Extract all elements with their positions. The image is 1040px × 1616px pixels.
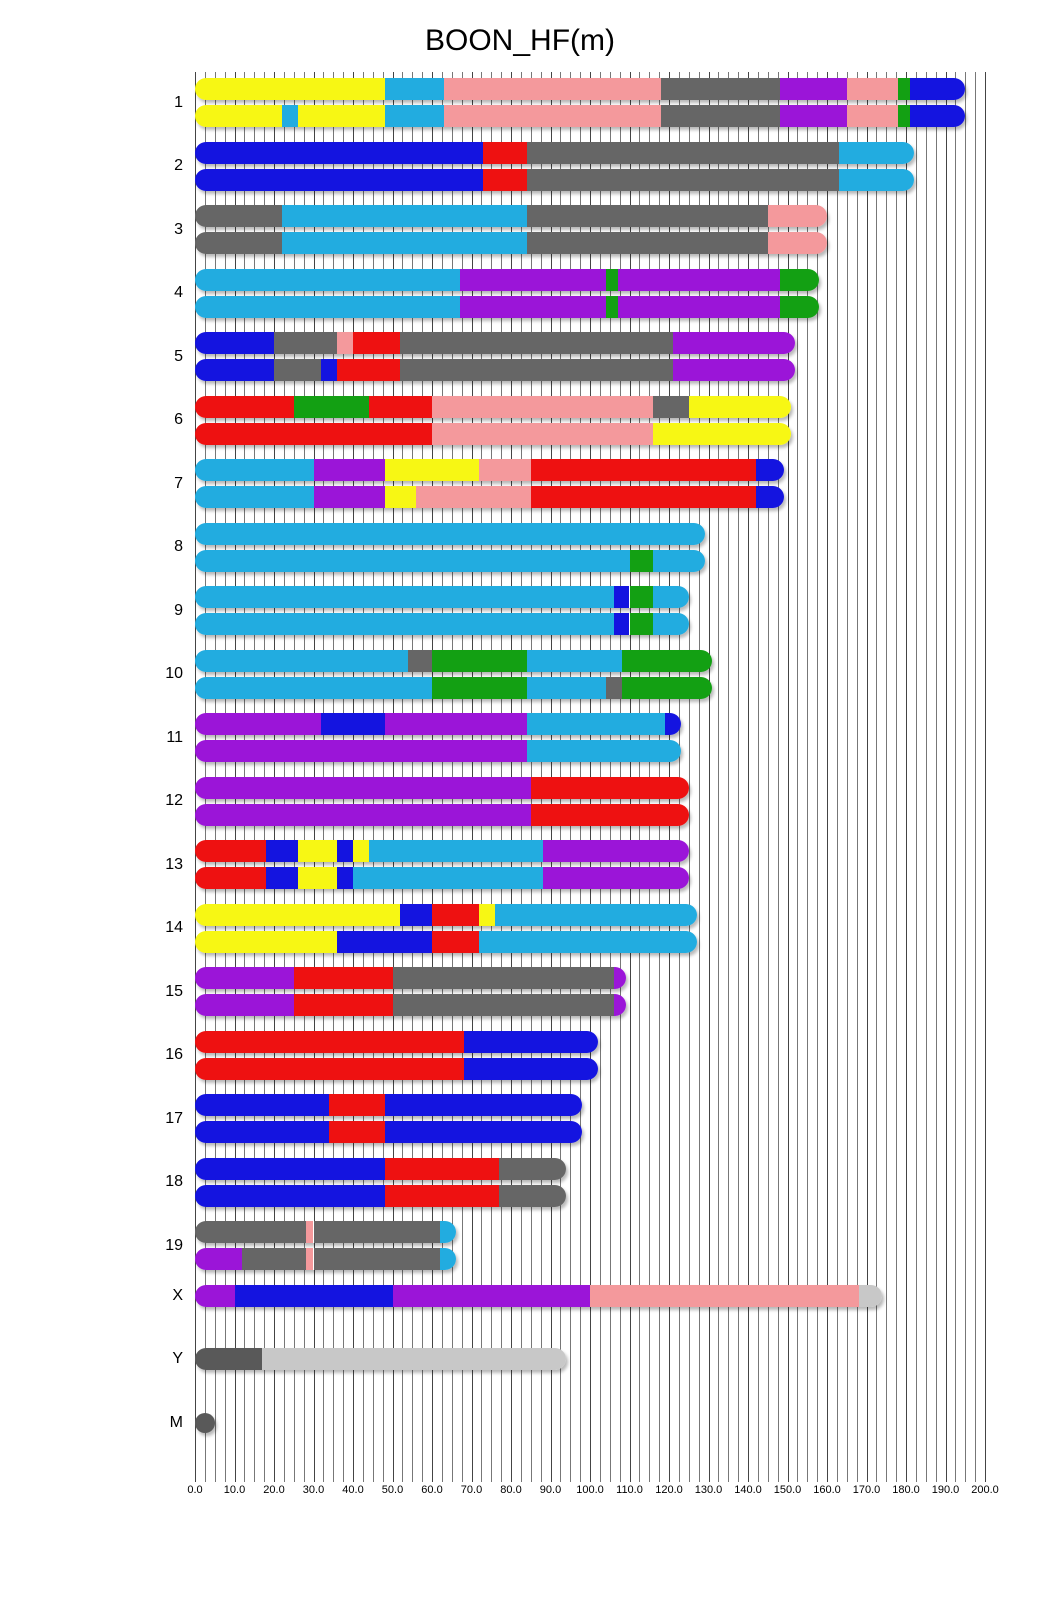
chromosome-bar-8-hap2[interactable] <box>195 550 705 572</box>
chromosome-segment <box>242 1248 305 1270</box>
chromosome-segment <box>385 1158 500 1180</box>
chromosome-segment <box>543 840 689 862</box>
chromosome-segment <box>483 142 526 164</box>
chromosome-segment <box>780 296 820 318</box>
chromosome-segment <box>195 994 294 1016</box>
chromosome-segment <box>432 904 479 926</box>
chromosome-segment <box>393 1285 591 1307</box>
axis-tick-label: 160.0 <box>813 1484 841 1496</box>
chromosome-segment <box>195 332 274 354</box>
chromosome-bar-4-hap1[interactable] <box>195 269 819 291</box>
chromosome-bar-16-hap2[interactable] <box>195 1058 598 1080</box>
chromosome-segment <box>337 840 353 862</box>
chromosome-segment <box>195 586 614 608</box>
axis-tick-label: 40.0 <box>342 1484 364 1496</box>
chromosome-segment <box>195 1121 329 1143</box>
chromosome-segment <box>495 904 696 926</box>
chromosome-label-6: 6 <box>174 411 183 428</box>
chromosome-segment <box>499 1158 566 1180</box>
chromosome-segment <box>444 78 661 100</box>
chromosome-segment <box>630 550 654 572</box>
chromosome-segment <box>385 486 417 508</box>
chromosome-segment <box>847 78 898 100</box>
chromosome-segment <box>543 867 689 889</box>
chromosome-bar-7-hap2[interactable] <box>195 486 784 508</box>
chromosome-segment <box>195 269 460 291</box>
chromosome-segment <box>689 396 792 418</box>
chromosome-segment <box>195 105 282 127</box>
chromosome-label-13: 13 <box>165 855 183 873</box>
chromosome-label-12: 12 <box>165 792 183 809</box>
axis-tick-label: 120.0 <box>655 1484 683 1496</box>
chromosome-bar-3-hap1[interactable] <box>195 205 827 227</box>
chromosome-segment <box>464 1031 598 1053</box>
chromosome-bar-15-hap1[interactable] <box>195 967 626 989</box>
chromosome-bar-5-hap2[interactable] <box>195 359 795 381</box>
chromosome-segment <box>527 232 768 254</box>
chromosome-bar-Y-hap1[interactable] <box>195 1348 566 1370</box>
axis-tick-label: 200.0 <box>971 1484 999 1496</box>
chromosome-segment <box>653 586 689 608</box>
chromosome-segment <box>780 78 847 100</box>
chromosome-segment <box>195 1248 242 1270</box>
chromosome-label-7: 7 <box>174 474 183 492</box>
chromosome-segment <box>531 459 756 481</box>
axis-tick-label: 190.0 <box>931 1484 960 1496</box>
chromosome-label-11: 11 <box>166 728 183 746</box>
chromosome-segment <box>780 269 820 291</box>
chromosome-segment <box>460 269 606 291</box>
chromosome-label-X: X <box>172 1286 183 1304</box>
chromosome-segment <box>195 713 321 735</box>
axis-tick-label: 180.0 <box>892 1484 920 1496</box>
chromosome-segment <box>369 840 543 862</box>
chromosome-bar-6-hap2[interactable] <box>195 423 791 445</box>
chromosome-segment <box>408 650 432 672</box>
chromosome-segment <box>661 78 780 100</box>
chromosome-segment <box>432 423 653 445</box>
chromosome-segment <box>195 967 294 989</box>
chromosome-label-2: 2 <box>174 157 183 174</box>
chromosome-segment <box>531 804 689 826</box>
chromosome-segment <box>195 78 219 100</box>
chromosome-segment <box>306 1221 314 1243</box>
chromosome-segment <box>527 169 839 191</box>
chromosome-segment <box>385 713 527 735</box>
chromosome-bar-2-hap2[interactable] <box>195 169 914 191</box>
chromosome-label-3: 3 <box>174 220 183 238</box>
chromosome-segment <box>195 396 294 418</box>
chromosome-label-19: 19 <box>165 1236 183 1254</box>
chromosome-segment <box>282 232 527 254</box>
chromosome-segment <box>337 867 353 889</box>
chromosome-segment <box>460 296 606 318</box>
gridline <box>876 72 877 1482</box>
chromosome-label-15: 15 <box>165 982 183 1000</box>
chromosome-segment <box>282 105 298 127</box>
chromosome-segment <box>235 1285 393 1307</box>
chromosome-segment <box>499 1185 566 1207</box>
chromosome-segment <box>483 169 526 191</box>
chromosome-label-1: 1 <box>174 93 183 111</box>
chromosome-label-Y: Y <box>172 1350 183 1367</box>
chromosome-segment <box>195 205 282 227</box>
chromosome-segment <box>314 486 385 508</box>
axis-tick-label: 0.0 <box>187 1484 203 1496</box>
chromosome-segment <box>353 867 543 889</box>
chromosome-segment <box>385 459 480 481</box>
gridline <box>985 72 986 1482</box>
chromosome-segment <box>527 650 622 672</box>
chromosome-segment <box>661 105 780 127</box>
chromosome-segment <box>416 486 531 508</box>
chromosome-bar-14-hap1[interactable] <box>195 904 697 926</box>
chromosome-bar-2-hap1[interactable] <box>195 142 914 164</box>
chromosome-segment <box>314 459 385 481</box>
chromosome-segment <box>527 713 665 735</box>
chromosome-segment <box>432 396 653 418</box>
chromosome-segment <box>385 1185 500 1207</box>
chromosome-segment <box>337 359 400 381</box>
chromosome-segment <box>274 332 337 354</box>
chromosome-segment <box>262 1348 566 1370</box>
chromosome-label-8: 8 <box>174 538 183 555</box>
chromosome-segment <box>294 396 369 418</box>
chromosome-segment <box>195 740 527 762</box>
chromosome-label-4: 4 <box>174 284 183 301</box>
chromosome-segment <box>527 142 839 164</box>
chromosome-segment <box>614 586 630 608</box>
chromosome-segment <box>898 78 910 100</box>
chromosome-segment <box>630 613 654 635</box>
gridline <box>926 72 927 1482</box>
chromosome-bar-13-hap1[interactable] <box>195 840 689 862</box>
axis-tick-label: 170.0 <box>852 1484 881 1496</box>
chromosome-bar-13-hap2[interactable] <box>195 867 689 889</box>
axis-tick-label: 10.0 <box>223 1484 246 1496</box>
chromosome-bar-7-hap1[interactable] <box>195 459 784 481</box>
chromosome-segment <box>630 586 654 608</box>
chromosome-label-14: 14 <box>165 919 183 936</box>
chromosome-segment <box>440 1248 456 1270</box>
chromosome-segment <box>665 713 681 735</box>
chromosome-segment <box>756 486 784 508</box>
chromosome-bar-10-hap2[interactable] <box>195 677 712 699</box>
gridline <box>906 72 907 1482</box>
chromosome-segment <box>195 1094 329 1116</box>
chromosome-segment <box>847 105 898 127</box>
chromosome-bar-14-hap2[interactable] <box>195 931 697 953</box>
x-axis <box>187 1482 999 1522</box>
chromosome-bar-M[interactable] <box>195 1413 215 1433</box>
chromosome-bar-3-hap2[interactable] <box>195 232 827 254</box>
axis-tick-label: 130.0 <box>694 1484 723 1496</box>
chromosome-segment <box>369 396 432 418</box>
chromosome-segment <box>195 867 266 889</box>
gridline <box>975 72 976 1482</box>
chromosome-segment <box>590 1285 859 1307</box>
chromosome-segment <box>839 169 914 191</box>
chromosome-segment <box>195 1031 464 1053</box>
gridline <box>936 72 937 1482</box>
chromosome-segment <box>531 486 756 508</box>
chromosome-segment <box>353 840 369 862</box>
chromosome-segment <box>274 359 321 381</box>
chromosome-segment <box>294 994 393 1016</box>
chromosome-segment <box>479 904 495 926</box>
chromosome-segment <box>195 1058 464 1080</box>
chromosome-segment <box>195 904 400 926</box>
chromosome-bar-12-hap1[interactable] <box>195 777 689 799</box>
chromosome-segment <box>282 205 527 227</box>
axis-tick-label: 70.0 <box>460 1484 483 1496</box>
chromosome-segment <box>780 105 847 127</box>
chromosome-bar-4-hap2[interactable] <box>195 296 819 318</box>
chromosome-label-5: 5 <box>174 347 183 365</box>
chromosome-segment <box>195 1158 385 1180</box>
chromosome-segment <box>195 804 531 826</box>
chromosome-segment <box>653 550 704 572</box>
chromosome-bar-18-hap2[interactable] <box>195 1185 566 1207</box>
chromosome-bar-9-hap2[interactable] <box>195 613 689 635</box>
chromosome-bar-5-hap1[interactable] <box>195 332 795 354</box>
chromosome-segment <box>266 840 298 862</box>
chromosome-segment <box>195 550 630 572</box>
chromosome-segment <box>195 677 432 699</box>
chromosome-segment <box>195 523 705 545</box>
axis-tick-label: 110.0 <box>616 1484 643 1496</box>
chart-title: BOON_HF(m) <box>425 24 615 57</box>
chromosome-segment <box>195 232 282 254</box>
chromosome-segment <box>314 1221 440 1243</box>
chromosome-segment <box>195 423 432 445</box>
chromosome-segment <box>859 1285 883 1307</box>
chromosome-segment <box>618 269 780 291</box>
chromosome-segment <box>606 269 618 291</box>
gridline <box>847 72 848 1482</box>
gridline <box>965 72 966 1482</box>
chromosome-segment <box>768 205 827 227</box>
chromosome-segment <box>440 1221 456 1243</box>
chromosome-label-10: 10 <box>165 665 183 682</box>
chromosome-segment <box>385 105 444 127</box>
chromosome-segment <box>673 359 795 381</box>
chromosome-segment <box>614 967 626 989</box>
chromosome-segment <box>479 459 530 481</box>
chromosome-segment <box>298 840 338 862</box>
chromosome-segment <box>195 486 314 508</box>
chromosome-segment <box>653 423 791 445</box>
chromosome-segment <box>614 613 630 635</box>
chromosome-segment <box>195 650 408 672</box>
chromosome-bar-10-hap1[interactable] <box>195 650 712 672</box>
chromosome-segment <box>898 105 910 127</box>
chromosome-bar-18-hap1[interactable] <box>195 1158 566 1180</box>
chromosome-segment <box>673 332 795 354</box>
axis-tick-label: 20.0 <box>263 1484 285 1496</box>
chromosome-segment <box>195 359 274 381</box>
axis-tick-label: 50.0 <box>381 1484 404 1496</box>
chromosome-bar-6-hap1[interactable] <box>195 396 791 418</box>
axis-tick-label: 80.0 <box>500 1484 522 1496</box>
chromosome-segment <box>606 677 622 699</box>
chromosome-bar-16-hap1[interactable] <box>195 1031 598 1053</box>
chromosome-bar-15-hap2[interactable] <box>195 994 626 1016</box>
gridline <box>916 72 917 1482</box>
gridline <box>867 72 868 1482</box>
chromosome-segment <box>400 359 673 381</box>
gridline <box>955 72 956 1482</box>
chromosome-label-18: 18 <box>165 1173 183 1190</box>
chromosome-bar-12-hap2[interactable] <box>195 804 689 826</box>
chromosome-bar-X-hap1[interactable] <box>195 1285 882 1307</box>
axis-tick-label: 100.0 <box>576 1484 604 1496</box>
chromosome-segment <box>393 967 614 989</box>
chromosome-segment <box>298 105 385 127</box>
chromosome-label-9: 9 <box>174 601 183 619</box>
chromosome-segment <box>195 840 266 862</box>
chromosome-bar-11-hap1[interactable] <box>195 713 681 735</box>
chromosome-segment <box>527 677 606 699</box>
chromosome-segment <box>321 359 337 381</box>
chromosome-segment <box>385 78 444 100</box>
axis-tick-label: 90.0 <box>539 1484 562 1496</box>
chromosome-segment <box>219 78 385 100</box>
chromosome-segment <box>306 1248 314 1270</box>
chromosome-segment <box>294 967 393 989</box>
chromosome-segment <box>195 613 614 635</box>
chromosome-segment <box>393 994 614 1016</box>
chromosome-segment <box>622 650 713 672</box>
chromosome-segment <box>298 867 338 889</box>
gridline <box>837 72 838 1482</box>
gridline <box>886 72 887 1482</box>
axis-tick-label: 30.0 <box>302 1484 325 1496</box>
chromosome-segment <box>195 459 314 481</box>
gridline <box>896 72 897 1482</box>
chromosome-segment <box>195 1185 385 1207</box>
chromosome-bar-19-hap1[interactable] <box>195 1221 456 1243</box>
chromosome-bar-19-hap2[interactable] <box>195 1248 456 1270</box>
chromosome-segment <box>653 613 689 635</box>
chromosome-segment <box>385 1094 583 1116</box>
chromosome-segment <box>653 396 689 418</box>
chromosome-bar-1-hap1[interactable] <box>195 78 965 100</box>
chromosome-segment <box>314 1248 440 1270</box>
chromosome-segment <box>385 1121 583 1143</box>
chromosome-segment <box>910 78 965 100</box>
chromosome-segment <box>910 105 965 127</box>
chromosome-segment <box>839 142 914 164</box>
axis-tick-label: 140.0 <box>734 1484 762 1496</box>
chromosome-segment <box>768 232 827 254</box>
chromosome-segment <box>444 105 661 127</box>
chromosome-bar-17-hap1[interactable] <box>195 1094 582 1116</box>
chromosome-segment <box>195 169 483 191</box>
chromosome-segment <box>464 1058 598 1080</box>
chromosome-segment <box>756 459 784 481</box>
chromosome-bar-11-hap2[interactable] <box>195 740 681 762</box>
gridline <box>946 72 947 1482</box>
chromosome-segment <box>195 296 460 318</box>
chromosome-segment <box>606 296 618 318</box>
chromosome-segment <box>195 1348 262 1370</box>
gridline <box>857 72 858 1482</box>
axis-tick-label: 150.0 <box>773 1484 802 1496</box>
chromosome-segment <box>531 777 689 799</box>
chromosome-segment <box>614 994 626 1016</box>
chromosome-segment <box>400 332 673 354</box>
chromosome-segment <box>622 677 713 699</box>
chromosome-segment <box>400 904 432 926</box>
chromosome-segment <box>353 332 400 354</box>
chromosome-bar-9-hap1[interactable] <box>195 586 689 608</box>
chromosome-bar-1-hap2[interactable] <box>195 105 965 127</box>
chromosome-segment <box>432 931 479 953</box>
chromosome-segment <box>195 142 483 164</box>
gridline <box>827 72 828 1482</box>
chromosome-segment <box>337 931 432 953</box>
chromosome-bar-17-hap2[interactable] <box>195 1121 582 1143</box>
axis-tick-label: 60.0 <box>421 1484 443 1496</box>
chromosome-segment <box>618 296 780 318</box>
chromosome-segment <box>195 777 531 799</box>
chromosome-label-16: 16 <box>165 1046 183 1063</box>
chromosome-segment <box>195 1221 306 1243</box>
chromosome-segment <box>266 867 298 889</box>
chromosome-segment <box>527 205 768 227</box>
chromosome-label-M: M <box>169 1413 183 1431</box>
chromosome-segment <box>329 1094 384 1116</box>
chromosome-segment <box>195 1285 235 1307</box>
chromosome-segment <box>527 740 681 762</box>
chromosome-segment <box>432 650 527 672</box>
chromosome-segment <box>321 713 384 735</box>
chromosome-segment <box>337 332 353 354</box>
chromosome-segment <box>432 677 527 699</box>
chromosome-bar-8-hap1[interactable] <box>195 523 705 545</box>
chromosome-segment <box>195 931 337 953</box>
chromosome-segment <box>479 931 696 953</box>
chromosome-segment <box>329 1121 384 1143</box>
chromosome-label-17: 17 <box>165 1109 183 1127</box>
